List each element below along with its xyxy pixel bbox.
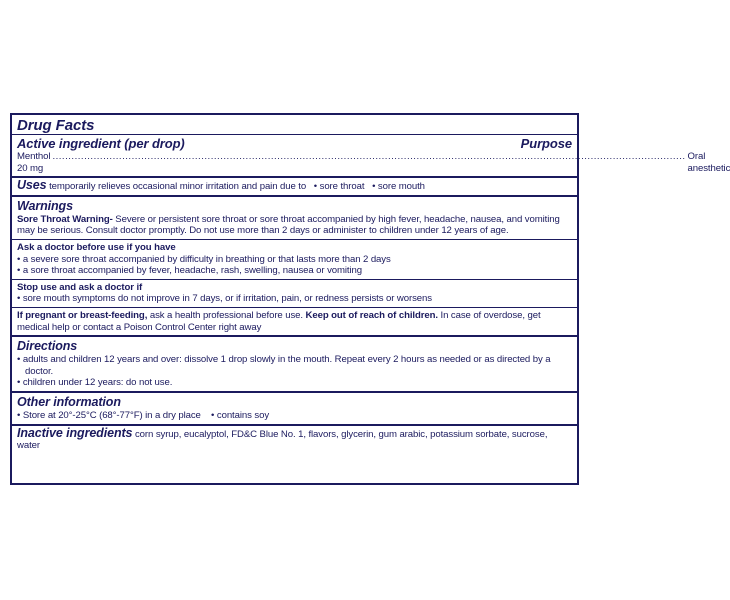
directions-item-text: adults and children 12 years and over: dissolve 1 drop slowly in the mouth. Repeat every 2 hours as needed or as directed by a doctor. [22,354,551,377]
sore-throat-warning-text: Severe or persistent sore throat or sore throat accompanied by high fever, headache, nausea, and vomiting may be serious. Consult doctor promptly. Do not use more than 2 days or administer to children under 12 years of age. [17,213,560,237]
inactive-ingredients-text: corn syrup, eucalyptol, FD&C Blue No. 1, flavors, glycerin, gum arabic, potassium sorbate, sucrose, water [17,428,548,452]
uses-item: sore mouth [377,181,425,193]
stop-use-heading: Stop use and ask a doctor if [17,281,143,293]
directions-item: • adults and children 12 years and over: dissolve 1 drop slowly in the mouth. Repeat every 2 hours as needed or as directed by a doctor. [17,354,551,377]
other-info-item: Store at 20°-25°C (68°-77°F) in a dry place [22,409,201,421]
uses-item: sore throat [319,181,365,193]
other-info-section [17,393,572,424]
other-info-heading: Other information [17,394,121,409]
ask-doctor-heading: Ask a doctor before use if you have [17,241,176,253]
ask-doctor-item-text: a sore throat accompanied by fever, headache, rash, swelling, nausea or vomiting [22,265,363,277]
uses-text: temporarily relieves occasional minor irritation and pain due to [49,181,307,193]
drug-facts-title: Drug Facts [17,117,95,134]
drug-facts-panel [10,113,730,485]
active-ingredient-heading: Active ingredient (per drop) [17,136,185,151]
leader-dots: ........................................................................................................................................................................................................ [52,151,686,162]
inactive-ingredients-heading: Inactive ingredients [17,425,133,440]
pregnancy-section [17,308,572,335]
stop-use-section [17,280,572,307]
ask-doctor-item: • a sore throat accompanied by fever, headache, rash, swelling, nausea or vomiting [17,265,363,277]
ask-doctor-item-text: a severe sore throat accompanied by difficulty in breathing or that lasts more than 2 days [22,253,391,265]
pregnant-text: ask a health professional before use. [149,309,303,321]
active-ingredient-purpose: Oral anesthetic [687,151,730,174]
uses-section: Uses temporarily relieves occasional minor irritation and pain due to • sore throat • sore mouth [17,178,425,193]
keep-out-label: Keep out of reach of children. [305,309,438,321]
warnings-section [17,197,572,239]
directions-section [17,337,572,391]
sore-throat-warning [17,214,572,237]
warnings-heading: Warnings [17,198,73,213]
stop-use-item: • sore mouth symptoms do not improve in 7 days, or if irritation, pain, or redness persists or worsens [17,293,432,305]
active-ingredient-header [17,136,572,151]
divider [12,134,577,135]
ask-doctor-section [17,240,572,279]
directions-item: • children under 12 years: do not use. [17,377,173,389]
active-ingredient-name: Menthol 20 mg [17,151,51,174]
overdose-text: In case of overdose, get medical help or contact a Poison Control Center right away [17,309,541,333]
purpose-heading: Purpose [520,136,572,151]
sore-throat-warning-label: Sore Throat Warning- [17,213,113,225]
directions-heading: Directions [17,339,78,354]
inactive-ingredients-section [17,426,572,454]
pregnant-label: If pregnant or breast-feeding, [17,309,148,321]
stop-use-item-text: sore mouth symptoms do not improve in 7 days, or if irritation, pain, or redness persists or worsens [22,293,432,305]
uses-heading: Uses [17,178,47,193]
directions-item-text: children under 12 years: do not use. [22,377,173,389]
ask-doctor-item: • a severe sore throat accompanied by difficulty in breathing or that lasts more than 2 days [17,253,391,265]
active-ingredient-row [17,151,730,176]
other-info-items: • Store at 20°-25°C (68°-77°F) in a dry place • contains soy [17,409,270,421]
other-info-item: contains soy [216,409,270,421]
